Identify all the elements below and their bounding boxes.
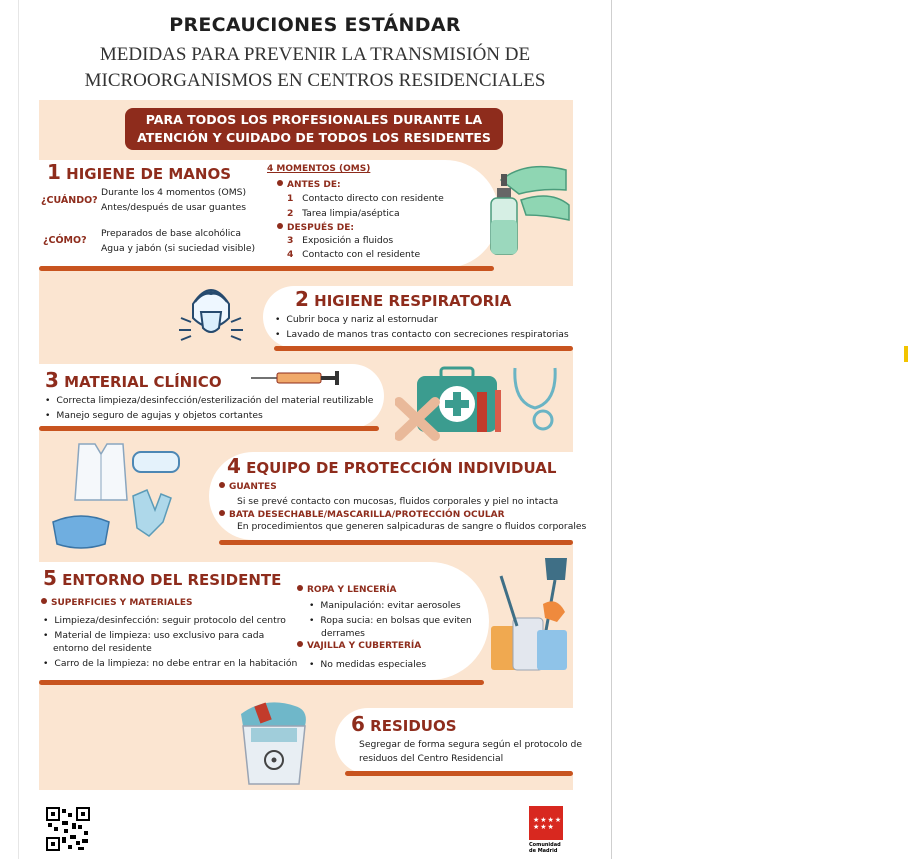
linen-bullet-2: • Ropa sucia: en bolsas que eviten [309, 615, 472, 626]
moment-2: 2 Tarea limpia/aséptica [287, 208, 400, 219]
before-label: ANTES DE: [277, 180, 341, 190]
section-1-heading: 1 HIGIENE DE MANOS [47, 160, 232, 184]
moment-4: 4 Contacto con el residente [287, 249, 421, 260]
surfaces-label: SUPERFICIES Y MATERIALES [41, 598, 192, 608]
section-3-underline [39, 426, 379, 431]
comunidad-madrid-logo [529, 806, 563, 856]
how-label: ¿CÓMO? [43, 235, 87, 246]
gloves-text: Si se prevé contacto con mucosas, fluidos corporales y piel no intacta [237, 496, 559, 507]
section-3-bullet-2: • Manejo seguro de agujas y objetos cortantes [45, 410, 263, 421]
section-2-underline [274, 346, 573, 351]
hand-sanitizer-icon [471, 160, 571, 260]
dishes-bullet-1: • No medidas especiales [309, 659, 426, 670]
section-4-heading: 4 EQUIPO DE PROTECCIÓN INDIVIDUAL [227, 454, 557, 478]
section-6-text-2: residuos del Centro Residencial [359, 753, 504, 764]
logo-text: Comunidad de Madrid [529, 842, 561, 854]
section-4-underline [219, 540, 573, 545]
section-3-bullet-1: • Correcta limpieza/desinfección/esterilización del material reutilizable [45, 395, 373, 406]
scroll-indicator[interactable] [904, 346, 908, 362]
linen-bullet-2-cont: derrames [321, 628, 365, 639]
section-5-heading: 5 ENTORNO DEL RESIDENTE [43, 566, 282, 590]
moment-1: 1 Contacto directo con residente [287, 193, 444, 204]
ppe-icon [51, 440, 191, 552]
surfaces-bullet-2: • Material de limpieza: uso exclusivo para cada [43, 630, 264, 641]
how-item-1: Preparados de base alcohólica [101, 228, 241, 239]
medical-kit-icon [395, 362, 573, 442]
subtitle-line-2: MICROORGANISMOS EN CENTROS RESIDENCIALES [84, 70, 546, 91]
after-label: DESPUÉS DE: [277, 223, 354, 233]
subtitle-line-1: MEDIDAS PARA PREVENIR LA TRANSMISIÓN DE [99, 44, 531, 65]
banner-line-2: ATENCIÓN Y CUIDADO DE TODOS LOS RESIDENTES [137, 130, 491, 145]
person-mask-icon [175, 278, 247, 350]
section-3-heading: 3 MATERIAL CLÍNICO [45, 368, 222, 392]
surfaces-bullet-3: • Carro de la limpieza: no debe entrar en la habitación [43, 658, 297, 669]
page-title: PRECAUCIONES ESTÁNDAR [169, 14, 461, 36]
section-1-underline [39, 266, 494, 271]
gloves-label: GUANTES [219, 482, 277, 492]
section-5-underline [39, 680, 484, 685]
infographic [39, 100, 587, 790]
biohazard-bin-icon [235, 696, 315, 788]
banner-line-1: PARA TODOS LOS PROFESIONALES DURANTE LA [145, 112, 483, 127]
gown-text: En procedimientos que generen salpicaduras de sangre o fluidos corporales [237, 521, 587, 532]
when-item-2: Antes/después de usar guantes [101, 202, 247, 213]
section-6-heading: 6 RESIDUOS [351, 712, 457, 736]
poster-sheet [18, 0, 612, 859]
moments-title: 4 MOMENTOS (OMS) [267, 164, 371, 174]
gown-label: BATA DESECHABLE/MASCARILLA/PROTECCIÓN OCULAR [219, 510, 505, 520]
qr-code-icon [46, 807, 90, 851]
cleaning-supplies-icon [487, 556, 573, 676]
madrid-flag-icon: ★★★★ ★★★ [529, 806, 563, 840]
dishes-label: VAJILLA Y CUBERTERÍA [297, 641, 421, 651]
section-6-underline [345, 771, 573, 776]
syringe-icon [249, 368, 345, 388]
section-2-bullet-2: • Lavado de manos tras contacto con secreciones respiratorias [275, 329, 569, 340]
section-2-bullet-1: • Cubrir boca y nariz al estornudar [275, 314, 438, 325]
linen-label: ROPA Y LENCERÍA [297, 585, 397, 595]
when-label: ¿CUÁNDO? [41, 195, 98, 206]
linen-bullet-1: • Manipulación: evitar aerosoles [309, 600, 461, 611]
surfaces-bullet-2-cont: entorno del residente [53, 643, 152, 654]
section-2-heading: 2 HIGIENE RESPIRATORIA [295, 287, 512, 311]
audience-banner [125, 108, 503, 150]
when-item-1: Durante los 4 momentos (OMS) [101, 187, 247, 198]
how-item-2: Agua y jabón (si suciedad visible) [101, 243, 256, 254]
section-6-text-1: Segregar de forma segura según el protocolo de [359, 739, 582, 750]
surfaces-bullet-1: • Limpieza/desinfección: seguir protocolo del centro [43, 615, 286, 626]
moment-3: 3 Exposición a fluidos [287, 235, 394, 246]
